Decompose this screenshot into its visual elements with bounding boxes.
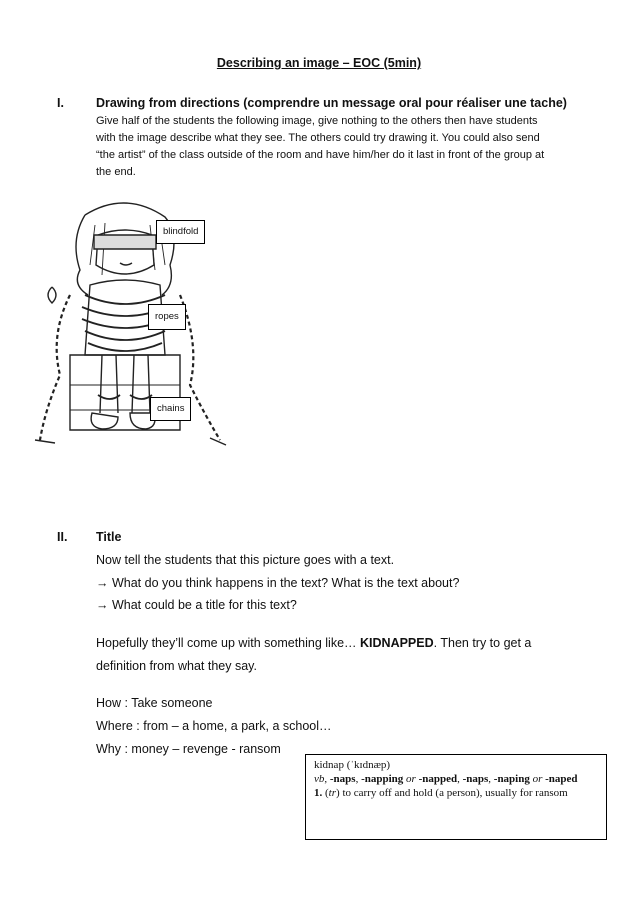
section2-heading: Title (96, 530, 122, 544)
hope-prefix: Hopefully they’ll come up with something like… (96, 636, 361, 650)
why-line: Why : money – revenge - ransom (96, 742, 281, 756)
section1-line: Give half of the students the following image, give nothing to the others then have students (96, 115, 538, 127)
keyword-kidnapped: KIDNAPPED (360, 636, 434, 650)
section1-line: the end. (96, 166, 136, 178)
document-title: Describing an image – EOC (5min) (216, 56, 422, 70)
or-word: or (529, 773, 546, 785)
inflection: -naps (329, 773, 356, 785)
separator: , (488, 773, 494, 785)
sense-number: 1. (314, 787, 323, 799)
chain-left (40, 295, 70, 440)
inflection: -napped (418, 773, 458, 785)
paren: ( (322, 787, 329, 799)
sense-text: to carry off and hold (a person), usually for ransom (342, 787, 568, 799)
sense-1 (314, 786, 598, 800)
paren: ) (336, 787, 343, 799)
inflection: -naped (545, 773, 578, 785)
hope-suffix: . Then try to get a (433, 636, 532, 650)
question-1: → What do you think happens in the text? What is the text about? (96, 576, 460, 590)
section1-heading: Drawing from directions (comprendre un message oral pour réaliser une tache) (96, 96, 567, 110)
headword: kidnap (ˈkɪdnæp) (314, 759, 391, 771)
label-blindfold: blindfold (156, 220, 205, 244)
how-line: How : Take someone (96, 696, 213, 710)
hope-line-2: definition from what they say. (96, 659, 257, 673)
part-of-speech: vb (314, 773, 325, 785)
inflection: -naping (493, 773, 530, 785)
label-chains: chains (150, 397, 191, 421)
separator: , (355, 773, 362, 785)
section1-number: I. (57, 96, 64, 110)
question-2: → What could be a title for this text? (96, 598, 297, 612)
where-line: Where : from – a home, a park, a school… (96, 719, 332, 733)
section2-number: II. (57, 530, 68, 544)
inflections (314, 772, 598, 786)
section1-line: “the artist” of the class outside of the room and have him/her do it last in front of the group at (96, 149, 545, 161)
inflection: -naps (462, 773, 489, 785)
or-word: or (403, 773, 419, 785)
separator: , (457, 773, 463, 785)
blindfold-band (94, 235, 156, 249)
separator: , (324, 773, 330, 785)
label-ropes: ropes (148, 304, 186, 330)
section2-intro: Now tell the students that this picture goes with a text. (96, 553, 395, 567)
hope-line (96, 636, 531, 650)
sense-tag: tr (328, 787, 337, 799)
inflection: -napping (361, 773, 404, 785)
dictionary-definition-box (305, 754, 607, 840)
section1-paragraph (96, 113, 596, 181)
section1-line: with the image describe what they see. The others could try drawing it. You could also send (96, 132, 540, 144)
